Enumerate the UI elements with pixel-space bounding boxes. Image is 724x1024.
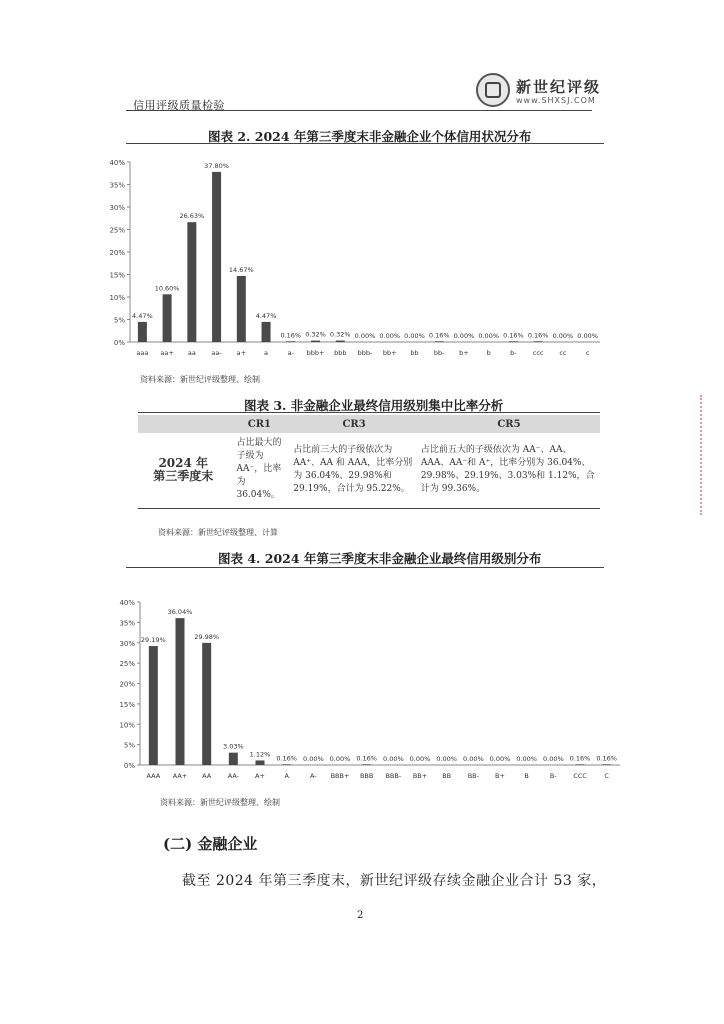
logo-mark-icon: [485, 82, 501, 98]
y-tick-label: 20%: [109, 249, 125, 257]
data-label: 1.12%: [249, 750, 271, 759]
paragraph-text: 截至 2024 年第三季度末，新世纪评级存续金融企业合计 53 家，: [182, 873, 607, 889]
data-label: 36.04%: [167, 608, 193, 617]
x-tick-label: AA-: [227, 772, 239, 780]
figure2-chart: [109, 148, 616, 360]
bar: [534, 341, 543, 342]
data-label: 0.16%: [596, 754, 617, 763]
figure4-top-rule: [126, 567, 604, 568]
data-label: 3.03%: [223, 742, 244, 751]
x-tick-label: BB-: [467, 772, 479, 780]
y-tick-label: 30%: [119, 639, 135, 648]
bar: [602, 764, 611, 765]
figure2-top-rule: [126, 143, 604, 144]
data-label: 0.16%: [428, 331, 450, 340]
y-tick-label: 15%: [119, 700, 135, 709]
bar: [237, 276, 246, 342]
bar: [262, 322, 271, 342]
data-label: 4.47%: [255, 311, 277, 320]
x-tick-label: C: [604, 772, 609, 780]
y-tick-label: 40%: [119, 599, 135, 607]
data-label: 0.00%: [552, 332, 574, 340]
figure3-caption: 图表 3. 非金融企业最终信用级别集中比率分析: [244, 398, 504, 413]
data-label: 0.00%: [463, 755, 484, 763]
cr5-header: CR5: [418, 415, 600, 433]
logo-name: 新世纪评级: [516, 78, 602, 96]
x-tick-label: cc: [559, 349, 567, 357]
x-tick-label: AA+: [172, 772, 188, 780]
data-label: 0.00%: [303, 755, 324, 763]
x-tick-label: b: [486, 349, 491, 357]
figure3-source: 资料来源：新世纪评级整理、计算: [158, 528, 278, 537]
x-tick-label: CCC: [573, 772, 587, 780]
y-tick-label: 5%: [123, 741, 135, 750]
y-tick-label: 35%: [119, 619, 135, 628]
cr-header-blank: [138, 415, 228, 433]
data-label: 10.60%: [154, 284, 180, 293]
x-tick-label: b+: [459, 349, 469, 357]
x-tick-label: A-: [310, 772, 317, 780]
bar: [509, 341, 518, 342]
figure4-caption: 图表 4. 2024 年第三季度末非金融企业最终信用级别分布: [218, 551, 542, 566]
cr3-cell: 占比前三大的子级依次为 AA⁺、AA 和 AAA，比率分别为 36.04%、29.98%和 29.19%，合计为 95.22%。: [293, 444, 413, 494]
bar: [576, 764, 585, 765]
data-label: 0.00%: [329, 755, 351, 763]
bar: [163, 294, 172, 342]
data-label: 0.00%: [516, 755, 537, 763]
x-tick-label: b-: [510, 349, 517, 357]
x-tick-label: bb-: [433, 349, 445, 357]
y-tick-label: 10%: [119, 721, 135, 730]
x-tick-label: BB+: [412, 772, 428, 780]
figure3-top-rule: [138, 412, 600, 413]
figure3-table-wrap: [138, 415, 600, 506]
bar: [282, 764, 291, 765]
x-tick-label: A+: [255, 772, 265, 780]
page-number: 2: [357, 910, 364, 921]
bar: [229, 753, 238, 765]
bar: [202, 643, 211, 765]
x-tick-label: AA: [202, 772, 212, 780]
logo-url: www.SHXSJ.COM: [516, 96, 596, 105]
x-tick-label: AAA: [146, 772, 161, 780]
y-tick-label: 10%: [109, 294, 125, 302]
cr-row-label: [138, 433, 228, 506]
data-label: 0.32%: [329, 330, 351, 339]
cr1-cell: 占比最大的子级为 AA⁻，比率为 36.04%。: [236, 438, 282, 500]
figure2-caption: 图表 2. 2024 年第三季度末非金融企业个体信用状况分布: [208, 129, 532, 144]
bar: [286, 341, 295, 342]
bar: [336, 341, 345, 342]
y-tick-label: 5%: [113, 316, 125, 325]
bar: [149, 646, 158, 765]
data-label: 37.80%: [204, 161, 229, 170]
bar: [176, 618, 185, 765]
cr-row-label-quarter: 第三季度末: [153, 468, 214, 483]
figure4-source: 资料来源：新世纪评级整理、绘制: [160, 798, 280, 807]
bar: [311, 341, 320, 342]
data-label: 26.63%: [179, 212, 205, 221]
bar: [187, 222, 196, 342]
data-label: 0.00%: [383, 755, 404, 763]
y-tick-label: 35%: [109, 181, 125, 190]
data-label: 0.16%: [527, 331, 549, 340]
x-tick-label: BBB+: [330, 772, 350, 780]
x-tick-label: ccc: [532, 349, 544, 357]
data-label: 29.98%: [194, 632, 220, 641]
data-label: 0.00%: [577, 332, 598, 340]
x-tick-label: bbb: [334, 349, 347, 357]
x-tick-label: a-: [287, 349, 294, 357]
cr3-header: CR3: [290, 415, 418, 433]
data-label: 0.32%: [305, 330, 326, 339]
x-tick-label: bbb+: [306, 349, 325, 357]
y-tick-label: 40%: [109, 159, 125, 167]
data-label: 0.00%: [453, 332, 475, 340]
data-label: 0.16%: [569, 754, 591, 763]
x-tick-label: B+: [495, 772, 505, 780]
cr-row-label-year: 2024 年: [158, 455, 209, 470]
data-label: 0.16%: [356, 754, 377, 763]
x-tick-label: bb: [410, 349, 419, 357]
x-tick-label: c: [585, 349, 590, 357]
figure2-source: 资料来源：新世纪评级整理、绘制: [140, 375, 260, 384]
x-tick-label: a: [264, 349, 269, 357]
x-tick-label: BBB-: [385, 772, 402, 780]
doc-title: 信用评级质量检验: [133, 99, 225, 112]
x-tick-label: BBB: [359, 772, 374, 780]
bar: [435, 341, 444, 342]
bar: [212, 172, 221, 342]
x-tick-label: aa-: [211, 349, 222, 357]
section-heading: (二) 金融企业: [163, 835, 258, 853]
x-tick-label: A: [284, 772, 289, 780]
x-tick-label: bbb-: [357, 349, 373, 357]
cr-table: [138, 415, 600, 506]
data-label: 0.00%: [354, 332, 376, 340]
data-label: 0.16%: [276, 754, 297, 763]
data-label: 0.00%: [436, 755, 457, 763]
x-tick-label: aaa: [136, 349, 149, 357]
red-stamp-mark: [700, 395, 724, 515]
data-label: 14.67%: [228, 265, 254, 274]
y-tick-label: 0%: [123, 762, 135, 770]
bar: [138, 322, 147, 342]
header-rule: [126, 110, 592, 111]
cr1-header: CR1: [228, 415, 290, 433]
x-tick-label: BB: [442, 772, 452, 780]
x-tick-label: B: [524, 772, 529, 780]
data-label: 29.19%: [140, 636, 166, 645]
x-tick-label: bb+: [382, 349, 397, 357]
bar: [362, 764, 371, 765]
data-label: 0.00%: [404, 332, 425, 340]
y-tick-label: 20%: [119, 680, 135, 689]
data-label: 0.00%: [489, 755, 511, 763]
data-label: 0.00%: [543, 755, 564, 763]
logo-seal: [476, 73, 510, 107]
bar: [256, 760, 265, 765]
x-tick-label: B-: [549, 772, 557, 780]
y-tick-label: 25%: [109, 226, 125, 235]
x-tick-label: aa+: [160, 349, 174, 357]
x-tick-label: a+: [236, 349, 247, 357]
data-label: 0.00%: [409, 755, 431, 763]
y-tick-label: 15%: [109, 271, 125, 280]
cr-table-header-row: [138, 415, 600, 433]
figure3-bottom-rule: [138, 508, 600, 509]
data-label: 0.16%: [503, 331, 524, 340]
y-tick-label: 30%: [109, 204, 125, 212]
figure4-chart: [110, 599, 630, 785]
data-label: 0.00%: [478, 332, 500, 340]
cr5-cell: 占比前五大的子级依次为 AA⁻、AA、AAA、AA⁻和 A⁺，比率分别为 36.04%、29.98%、29.19%、3.03%和 1.12%，合计为 99.36%。: [420, 444, 595, 494]
data-label: 4.47%: [132, 311, 153, 320]
data-label: 0.16%: [280, 331, 302, 340]
y-tick-label: 0%: [113, 339, 125, 347]
data-label: 0.00%: [379, 332, 401, 340]
x-tick-label: aa: [187, 349, 196, 357]
y-tick-label: 25%: [119, 660, 135, 669]
cr-table-row: [138, 433, 600, 506]
